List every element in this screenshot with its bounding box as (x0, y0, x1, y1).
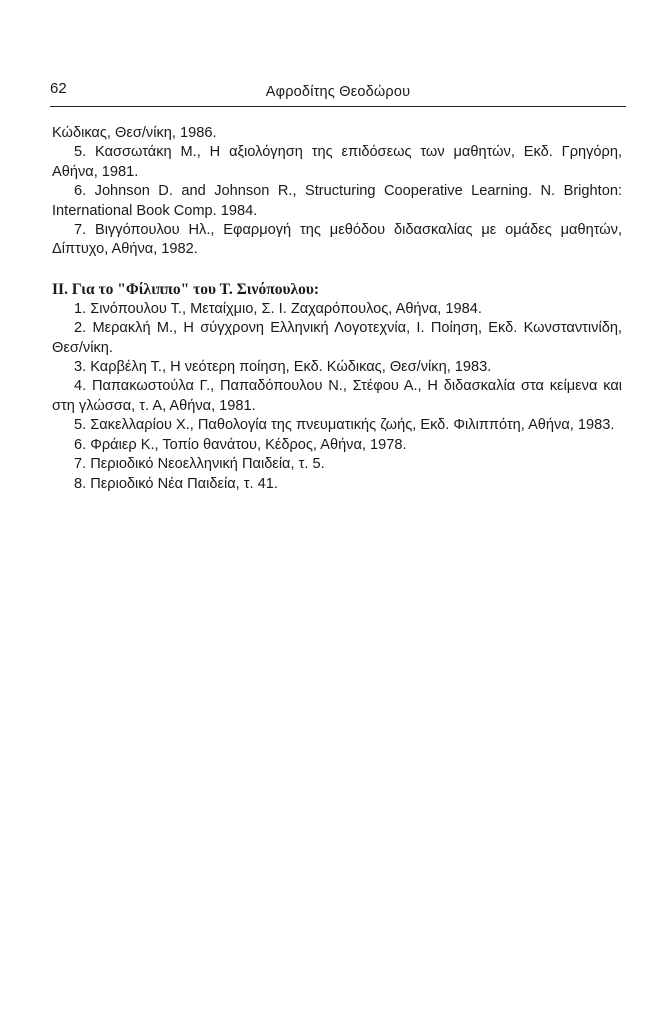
reference-list-continued (52, 124, 622, 260)
section-heading: ΙΙ. Για το "Φίλιππο" του Τ. Σινόπουλου: (52, 280, 320, 298)
reference-list-philippos (52, 300, 622, 494)
reference-entry: 5. Κασσωτάκη Μ., Η αξιολόγηση της επιδόσεως των μαθητών, Εκδ. Γρηγόρη, Αθήνα, 1981. (52, 144, 622, 180)
page-header (50, 78, 626, 107)
reference-entry: Κώδικας, Θεσ/νίκη, 1986. (52, 125, 217, 141)
reference-entry: 7. Βιγγόπουλου Ηλ., Εφαρμογή της μεθόδου διδασκαλίας με ομάδες μαθητών, Δίπτυχο, Αθήνα, 1982. (52, 222, 622, 258)
reference-entry: 6. Johnson D. and Johnson R., Structuring Cooperative Learning. N. Brighton: International Book Comp. 1984. (52, 183, 622, 219)
page-number: 62 (50, 80, 67, 97)
page-body (52, 124, 622, 494)
reference-entry: 7. Περιοδικό Νεοελληνική Παιδεία, τ. 5. (74, 456, 325, 473)
reference-entry: 6. Φράιερ Κ., Τοπίο θανάτου, Κέδρος, Αθήνα, 1978. (74, 436, 407, 453)
reference-entry: 2. Μερακλή Μ., Η σύγχρονη Ελληνική Λογοτεχνία, Ι. Ποίηση, Εκδ. Κωνσταντινίδη, Θεσ/νίκη. (52, 320, 622, 356)
reference-entry: 8. Περιοδικό Νέα Παιδεία, τ. 41. (74, 475, 278, 492)
reference-entry: 1. Σινόπουλου Τ., Μεταίχμιο, Σ. Ι. Ζαχαρόπουλος, Αθήνα, 1984. (74, 300, 482, 317)
reference-entry: 3. Καρβέλη Τ., Η νεότερη ποίηση, Εκδ. Κώδικας, Θεσ/νίκη, 1983. (74, 359, 492, 376)
reference-entry: 5. Σακελλαρίου Χ., Παθολογία της πνευματικής ζωής, Εκδ. Φιλιππότη, Αθήνα, 1983. (74, 417, 615, 434)
running-title: Αφροδίτης Θεοδώρου (265, 84, 411, 100)
reference-entry: 4. Παπακωστούλα Γ., Παπαδόπουλου Ν., Στέφου Α., Η διδασκαλία στα κείμενα και στη γλώσσα, τ. Α, Αθήνα, 1981. (52, 378, 622, 414)
